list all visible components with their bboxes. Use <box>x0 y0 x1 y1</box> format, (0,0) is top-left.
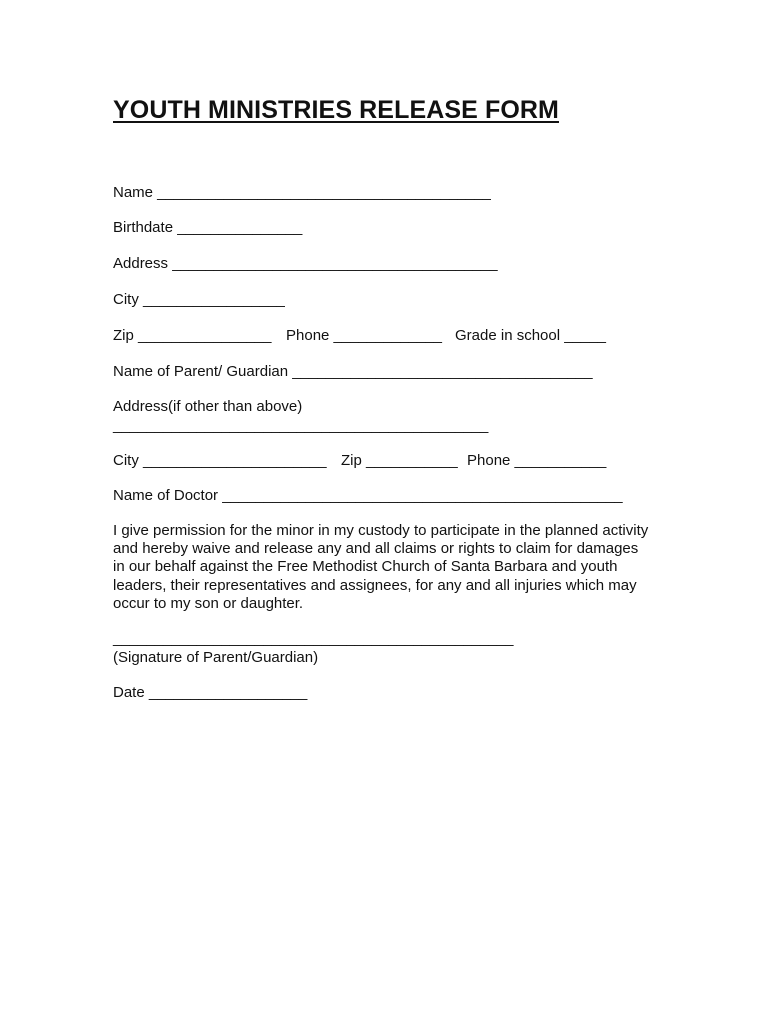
permission-line: occur to my son or daughter. <box>113 594 304 612</box>
zip2-field[interactable]: Zip ___________ <box>341 452 458 469</box>
city2-field[interactable]: City ______________________ <box>113 452 327 469</box>
parent-guardian-field[interactable]: Name of Parent/ Guardian ____________________________________ <box>113 363 593 380</box>
city-field[interactable]: City _________________ <box>113 291 285 308</box>
grade-field[interactable]: Grade in school _____ <box>455 327 606 344</box>
birthdate-field[interactable]: Birthdate _______________ <box>113 219 303 236</box>
phone2-field[interactable]: Phone ___________ <box>467 452 607 469</box>
permission-line: and hereby waive and release any and all claims or rights to claim for damages <box>113 540 639 558</box>
date-field[interactable]: Date ___________________ <box>113 684 308 701</box>
permission-line: I give permission for the minor in my custody to participate in the planned activity <box>113 522 649 539</box>
alternate-address-label: Address(if other than above) <box>113 398 303 415</box>
address-field[interactable]: Address _______________________________________ <box>113 255 498 272</box>
signature-label: (Signature of Parent/Guardian) <box>113 649 319 666</box>
phone-field[interactable]: Phone _____________ <box>286 327 442 344</box>
permission-line: leaders, their representatives and assignees, for any and all injuries which may <box>113 576 637 594</box>
doctor-field[interactable]: Name of Doctor ________________________________________________ <box>113 487 623 504</box>
form-title: YOUTH MINISTRIES RELEASE FORM <box>113 96 559 124</box>
signature-line[interactable]: ________________________________________________ <box>113 630 514 647</box>
zip-field[interactable]: Zip ________________ <box>113 327 272 344</box>
alternate-address-field[interactable]: _____________________________________________ <box>113 417 489 434</box>
permission-paragraph <box>113 522 673 613</box>
permission-line: in our behalf against the Free Methodist Church of Santa Barbara and youth <box>113 558 618 576</box>
name-field[interactable]: Name ________________________________________ <box>113 184 491 201</box>
